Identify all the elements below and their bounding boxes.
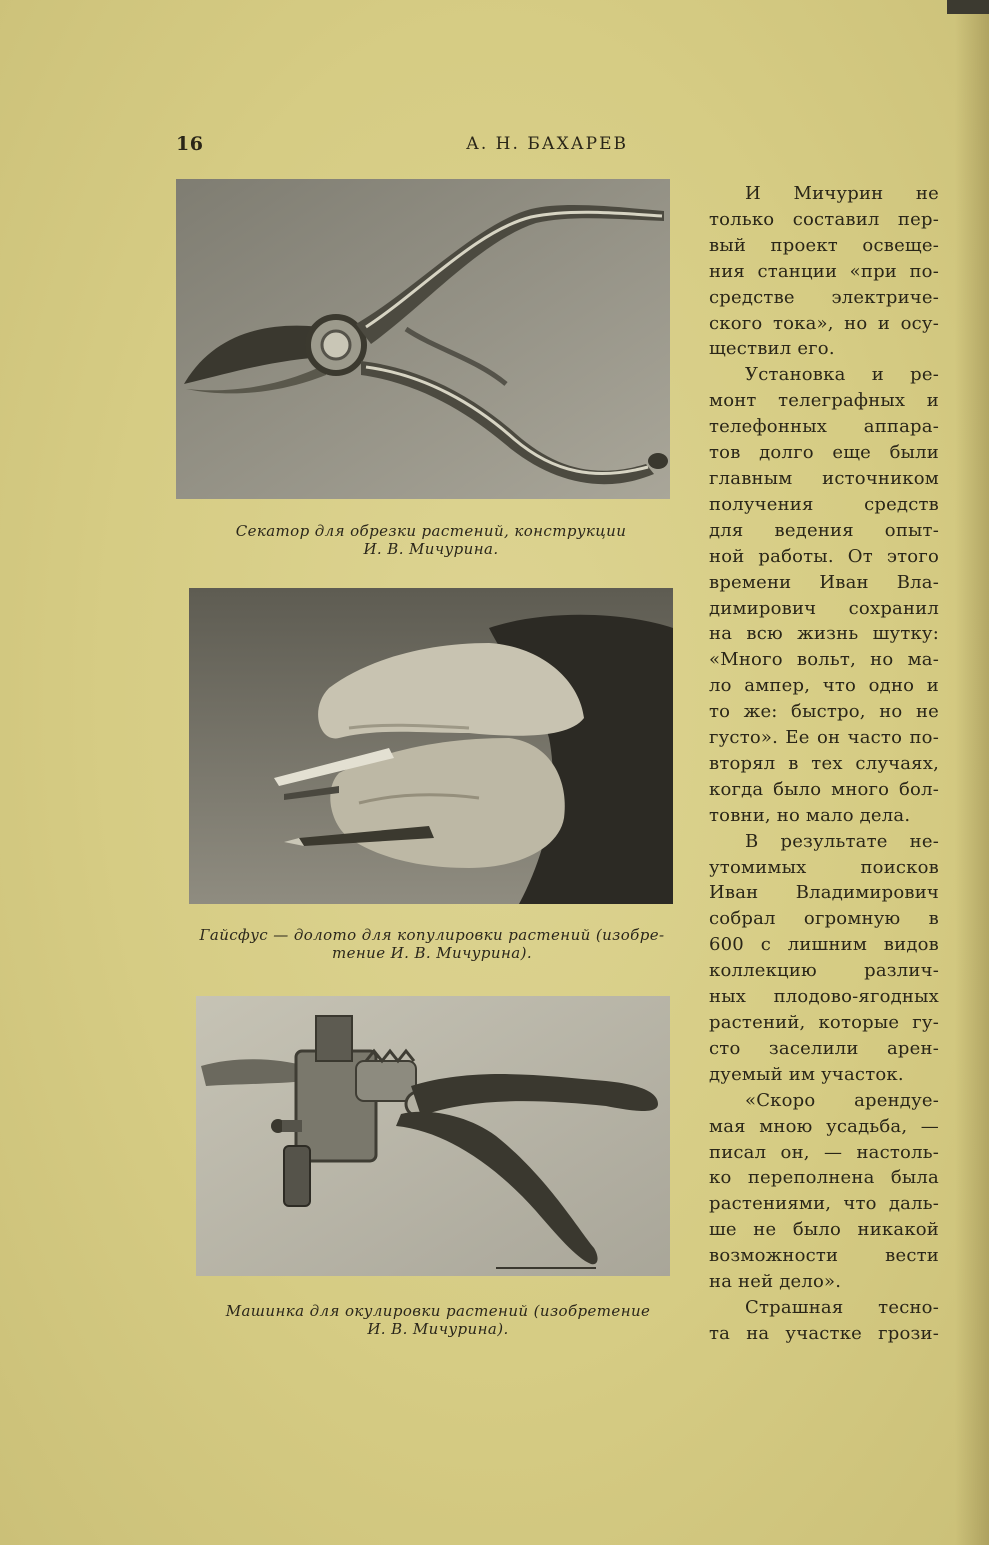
- text-line: мая мною усадьба, —: [709, 1115, 939, 1137]
- text-line: времени Иван Вла-: [709, 571, 939, 593]
- running-head: А. Н. БАХАРЕВ: [466, 134, 628, 154]
- figure-caption-1: [196, 522, 666, 558]
- text-line: вторял в тех случаях,: [709, 752, 939, 774]
- text-line: ко переполнена была: [709, 1167, 939, 1189]
- text-line: Страшная тесно-: [745, 1296, 939, 1318]
- text-line: Установка и ре-: [745, 364, 939, 386]
- text-line: ния станции «при по-: [709, 260, 939, 282]
- text-line: ло ампер, что одно и: [709, 675, 939, 697]
- text-line: на всю жизнь шутку:: [709, 623, 939, 645]
- page-corner-mark: [947, 0, 989, 14]
- text-line: ной работы. От этого: [709, 545, 939, 567]
- text-line: товни, но мало дела.: [709, 804, 911, 826]
- text-line: ных плодово-ягодных: [709, 986, 939, 1008]
- caption-line: тение И. В. Мичурина).: [331, 944, 533, 962]
- text-line: средстве электриче-: [709, 286, 939, 308]
- text-line: на ней дело».: [709, 1271, 842, 1293]
- text-line: димирович сохранил: [709, 597, 939, 619]
- page-edge-shadow: [955, 0, 989, 1545]
- text-line: только составил пер-: [709, 208, 939, 230]
- caption-line: Гайсфус — долото для копулировки растений (изобре-: [199, 926, 665, 944]
- text-line: ше не было никакой: [709, 1219, 939, 1241]
- text-line: «Много вольт, но ма-: [709, 649, 939, 671]
- caption-line: И. В. Мичурина).: [367, 1320, 509, 1338]
- figure-caption-2: [182, 926, 682, 962]
- text-line: дуемый им участок.: [709, 1063, 904, 1085]
- hand-holding-chisel-photo: [189, 588, 673, 904]
- text-line: писал он, — настоль-: [709, 1141, 939, 1163]
- pruning-shears-illustration: [176, 179, 670, 499]
- text-line: коллекцию различ-: [709, 960, 939, 982]
- text-line: получения средств: [709, 493, 939, 515]
- text-line: ского тока», но и осу-: [709, 312, 939, 334]
- caption-line: И. В. Мичурина.: [363, 540, 499, 558]
- text-line: главным источником: [709, 467, 939, 489]
- page-number: 16: [176, 133, 204, 155]
- pruning-shears-photo: [176, 179, 670, 499]
- text-line: Иван Владимирович: [709, 882, 939, 904]
- text-line: для ведения опыт-: [709, 519, 939, 541]
- text-line: сто заселили арен-: [709, 1037, 939, 1059]
- text-line: утомимых поисков: [709, 856, 939, 878]
- text-line: растений, которые гу-: [709, 1012, 939, 1033]
- budding-machine-photo: [196, 996, 670, 1276]
- text-line: вый проект освеще-: [709, 234, 939, 256]
- text-line: густо». Ее он часто по-: [709, 727, 939, 749]
- text-line: телефонных аппара-: [709, 416, 939, 438]
- body-text-column: [709, 181, 939, 1347]
- text-line: В результате не-: [745, 830, 939, 852]
- hand-holding-chisel-illustration: [189, 588, 673, 904]
- text-line: та на участке грози-: [709, 1322, 939, 1344]
- text-line: монт телеграфных и: [709, 390, 939, 412]
- text-line: 600 с лишним видов: [709, 934, 939, 956]
- text-line: то же: быстро, но не: [709, 701, 939, 723]
- caption-line: Секатор для обрезки растений, конструкции: [235, 522, 627, 540]
- budding-machine-illustration: [196, 996, 670, 1276]
- figure-caption-3: [188, 1302, 688, 1338]
- caption-line: Машинка для окулировки растений (изобретение: [225, 1302, 651, 1320]
- text-line: тов долго еще были: [709, 442, 939, 464]
- text-line: растениями, что даль-: [709, 1193, 939, 1215]
- text-line: ществил его.: [709, 338, 835, 360]
- text-line: «Скоро арендуе-: [745, 1089, 939, 1111]
- text-line: собрал огромную в: [709, 908, 939, 930]
- text-line: возможности вести: [709, 1245, 939, 1267]
- text-line: И Мичурин не: [745, 183, 939, 204]
- text-line: когда было много бол-: [709, 778, 939, 800]
